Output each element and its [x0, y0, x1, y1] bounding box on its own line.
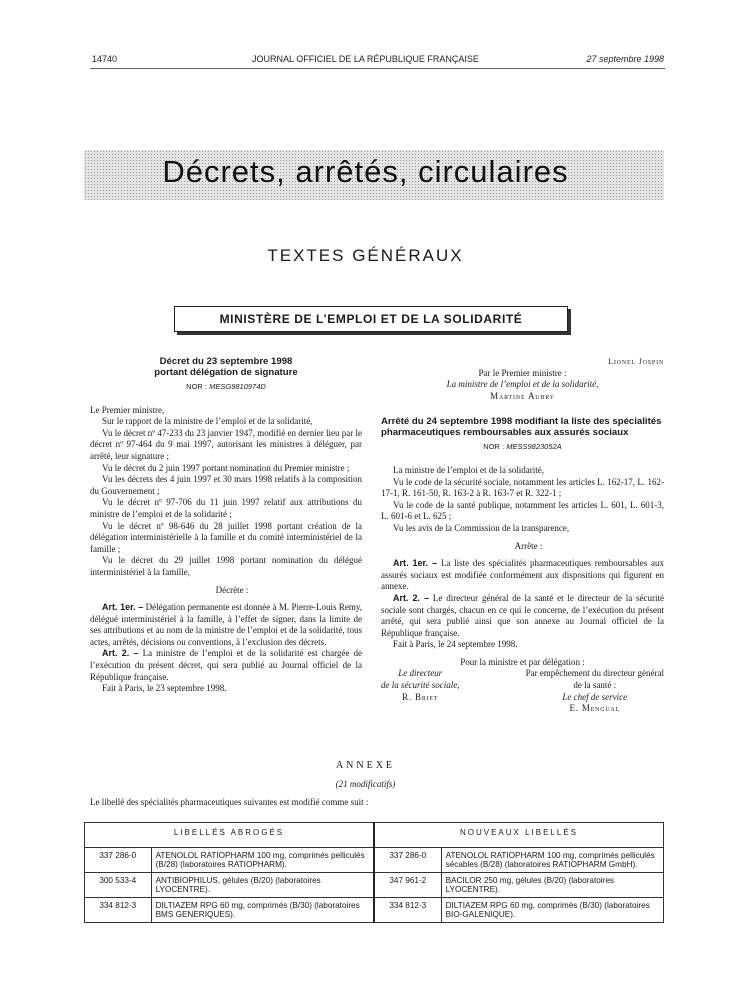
new-code: 337 286-0	[374, 848, 441, 873]
arrete-visa: Vu le code de la santé publique, notamment les articles L. 601, L. 601-3, L. 601-6 et L. 625 ;	[381, 499, 664, 522]
decret-visa: Vu le décret du 2 juin 1997 portant nomination du Premier ministre ;	[102, 462, 350, 473]
sig-right-line1: Par empêchement du directeur général	[525, 668, 664, 679]
decret-done: Fait à Paris, le 23 septembre 1998.	[102, 683, 227, 694]
table-row	[85, 848, 664, 873]
sig-left-title1: Le directeur	[398, 668, 443, 679]
article-text: La liste des spécialités pharmaceutiques remboursables aux assurés sociaux est modifiée conformément aux dispositions qui figurent en annexe.	[381, 558, 664, 592]
table-header-row	[85, 823, 664, 848]
arrete-article-1	[381, 558, 664, 593]
page-number: 14740	[92, 54, 118, 64]
article-label: Art. 2. –	[393, 592, 430, 603]
ministry-box: MINISTÈRE DE L’EMPLOI ET DE LA SOLIDARITÉ	[174, 306, 568, 332]
old-label: ATENOLOL RATIOPHARM 100 mg, comprimés pelliculés (B/28) (laboratoires RATIOPHARM).	[151, 848, 374, 873]
article-label: Art. 1er. –	[393, 558, 438, 569]
arrete-pour: Pour la ministre et par délégation :	[460, 656, 585, 667]
arrete-visa: La ministre de l’emploi et de la solidarité,	[393, 464, 544, 475]
decrete-word: Décrète :	[215, 584, 249, 595]
section-title: TEXTES GÉNÉRAUX	[267, 246, 464, 265]
minister-title: La ministre de l’emploi et de la solidarité,	[446, 379, 599, 390]
old-label: DILTIAZEM RPG 60 mg, comprimés (B/30) (laboratoires BMS GENERIQUES).	[151, 898, 374, 923]
header-divider	[90, 68, 665, 69]
nor-code: MESS9823052A	[506, 442, 562, 452]
arrete-word: Arrête :	[514, 540, 543, 551]
sig-left-title2: de la sécurité sociale,	[381, 680, 460, 691]
article-label: Art. 2. –	[102, 648, 139, 659]
arrete-visa: Vu le code de la sécurité sociale, notamment les articles L. 162-17, L. 162-17-1, R. 161-50, R. 163-2 à R. 163-7 et R. 322-1 ;	[381, 476, 664, 499]
arrete-nor	[381, 441, 664, 453]
journal-title: JOURNAL OFFICIEL DE LA RÉPUBLIQUE FRANÇAISE	[252, 54, 479, 64]
old-label: ANTIBIOPHILUS, gélules (B/20) (laboratoires LYOCENTRE).	[151, 873, 374, 898]
new-label: ATENOLOL RATIOPHARM 100 mg, comprimés pelliculés sécables (B/28) (laboratoires RATIOPHARM GmbH).	[441, 848, 663, 873]
decret-intro: Le Premier ministre,	[90, 404, 165, 415]
article-text: Délégation permanente est donnée à M. Pierre-Louis Remy, délégué interministériel à la famille, à l’effet de signer, dans la limite de ses attributions et au nom de la ministre de l’emploi et de la solidarité, tous actes, arrêtés, décisions ou conventions, à l’exclusion des décrets.	[90, 602, 362, 647]
decret-article-2	[90, 648, 362, 683]
signature-right	[526, 668, 664, 714]
old-code: 334 812-3	[85, 898, 152, 923]
article-label: Art. 1er. –	[102, 602, 144, 613]
arrete-title: Arrêté du 24 septembre 1998 modifiant la liste des spécialités pharmaceutiques remboursables aux assurés sociaux	[381, 416, 662, 439]
annexe-title: ANNEXE	[335, 760, 396, 771]
article-text: La ministre de l’emploi et de la solidarité est chargée de l’exécution du présent décret, qui sera publié au Journal officiel de la République française.	[90, 648, 363, 682]
minister-name: Martine Aubry	[490, 390, 555, 401]
decret-title-line2: portant délégation de signature	[154, 367, 298, 378]
arrete-visa: Vu les avis de la Commission de la transparence,	[393, 522, 570, 533]
sig-right-line2: de la santé :	[573, 680, 617, 691]
arrete-done: Fait à Paris, le 24 septembre 1998.	[393, 639, 518, 650]
issue-date: 27 septembre 1998	[586, 54, 664, 64]
decret-column	[90, 356, 362, 695]
arrete-article-2	[381, 593, 664, 639]
new-code: 347 961-2	[374, 873, 441, 898]
decret-title-line1: Décret du 23 septembre 1998	[159, 356, 293, 367]
decret-visa: Vu le décret nº 97-706 du 11 juin 1997 relatif aux attributions du ministre de l’emploi et de la solidarité ;	[90, 497, 362, 519]
decret-nor	[90, 381, 362, 393]
decret-visa: Sur le rapport de la ministre de l’emploi et de la solidarité,	[102, 416, 313, 427]
decret-article-1	[90, 602, 362, 648]
decret-visa: Vu le décret nº 98-646 du 28 juillet 1998 portant création de la délégation interministérielle à la famille et du comité interministériel de la famille ;	[90, 520, 362, 554]
minister-title-block	[381, 379, 664, 391]
annexe-subtitle: (21 modificatifs)	[335, 779, 396, 789]
column-header-new: NOUVEAUX LIBELLÉS	[374, 823, 663, 848]
banner-title: Décrets, arrêtés, circulaires	[162, 154, 569, 189]
nor-code: MESG9810974D	[209, 382, 266, 391]
arrete-signatures	[381, 668, 664, 714]
article-text: Le directeur général de la santé et le directeur de la sécurité sociale sont chargés, chacun en ce qui le concerne, de l’exécution du présent arrêté, qui sera publié ainsi que son annexe au Journal officiel de la République française.	[381, 592, 665, 638]
new-label: BACILOR 250 mg, gélules (B/20) (laboratoires LYOCENTRE).	[441, 873, 663, 898]
nor-label: NOR :	[483, 442, 505, 452]
new-label: DILTIAZEM RPG 60 mg, comprimés (B/30) (laboratoires BIO-GALENIQUE).	[441, 898, 663, 923]
decret-signatory: Lionel Jospin	[608, 357, 664, 366]
arrete-column	[381, 356, 664, 715]
nor-label: NOR :	[186, 382, 208, 391]
decret-visa: Vu les décrets des 4 juin 1997 et 30 mars 1998 relatifs à la composition du Gouvernement ;	[90, 474, 362, 496]
new-code: 334 812-3	[374, 898, 441, 923]
decret-visa: Vu le décret nº 47-233 du 23 janvier 1947, modifié en dernier lieu par le décret nº 97-464 du 9 mai 1997, autorisant les ministres à déléguer, par arrêté, leur signature ;	[90, 427, 362, 461]
annexe-intro: Le libellé des spécialités pharmaceutiques suivantes est modifié comme suit :	[90, 797, 369, 807]
sig-left-name: R. Briet	[402, 691, 439, 702]
decret-par-le: Par le Premier ministre :	[478, 367, 567, 378]
table-row	[85, 898, 664, 923]
table-row	[85, 873, 664, 898]
sig-right-title: Le chef de service	[562, 691, 628, 702]
sig-right-name: E. Mengual	[569, 703, 621, 714]
decret-visa: Vu le décret du 29 juillet 1998 portant nomination du délégué interministériel à la famille,	[90, 555, 362, 577]
column-header-old: LIBELLÉS ABROGÉS	[85, 823, 375, 848]
old-code: 300 533-4	[85, 873, 152, 898]
old-code: 337 286-0	[85, 848, 152, 873]
signature-left	[381, 668, 459, 714]
annexe-table	[84, 822, 664, 923]
